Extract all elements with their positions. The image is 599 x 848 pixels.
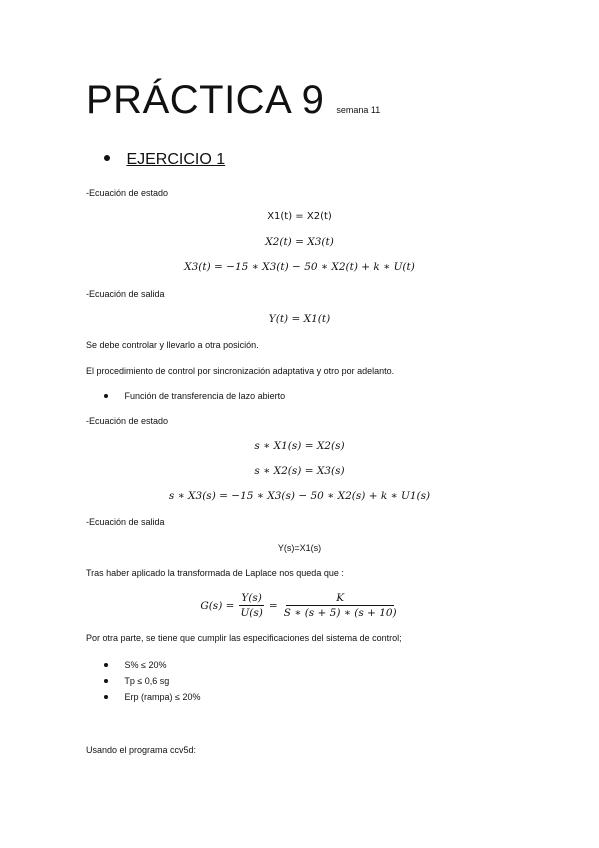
bullet-transfer-function — [104, 391, 285, 401]
state-equation-3: X3(t) = −15 ∗ X3(t) − 50 ∗ X2(t) + k ∗ U(t) — [184, 261, 415, 273]
spec-item-text: S% ≤ 20% — [124, 660, 167, 670]
transfer-function-equation — [0, 592, 599, 619]
state-equation-label: -Ecuación de estado — [86, 188, 169, 198]
tf-fraction-1 — [238, 592, 264, 619]
spec-item — [104, 676, 169, 686]
output-equation-label: -Ecuación de salida — [86, 289, 165, 299]
state-equation-label-laplace: -Ecuación de estado — [86, 416, 169, 426]
bullet-icon — [104, 663, 108, 667]
spec-item — [104, 660, 166, 670]
page-subtitle: semana 11 — [336, 105, 381, 115]
bullet-icon — [104, 679, 108, 683]
output-equation-label-laplace: -Ecuación de salida — [86, 517, 165, 527]
paragraph-control: Se debe controlar y llevarlo a otra posición. — [86, 340, 259, 350]
tf-lhs: G(s) = — [200, 599, 235, 612]
laplace-equation-2: s ∗ X2(s) = X3(s) — [254, 465, 345, 477]
state-equation-2: X2(t) = X3(t) — [265, 236, 334, 248]
laplace-equation-1: s ∗ X1(s) = X2(s) — [254, 440, 345, 452]
tf-denominator-1: U(s) — [240, 607, 263, 619]
laplace-equation-3: s ∗ X3(s) = −15 ∗ X3(s) − 50 ∗ X2(s) + k ∗ U1(s) — [168, 490, 431, 502]
tf-equals: = — [268, 599, 278, 612]
paragraph-procedure: El procedimiento de control por sincronización adaptativa y otro por adelanto. — [86, 366, 395, 376]
spec-item-text: Erp (rampa) ≤ 20% — [124, 692, 201, 702]
spec-item-text: Tp ≤ 0,6 sg — [124, 676, 170, 686]
bullet-icon — [104, 695, 108, 699]
bullet-transfer-text: Función de transferencia de lazo abierto — [124, 391, 286, 401]
tf-denominator-2: S ∗ (s + 5) ∗ (s + 10) — [283, 607, 397, 619]
title-row — [86, 78, 380, 123]
paragraph-program: Usando el programa ccv5d: — [86, 745, 197, 755]
paragraph-laplace: Tras haber aplicado la transformada de Laplace nos queda que : — [86, 568, 344, 578]
tf-numerator-1: Y(s) — [241, 592, 262, 604]
section-heading-text: EJERCICIO 1 — [126, 151, 226, 168]
spec-item — [104, 692, 200, 702]
output-equation-laplace: Y(s)=X1(s) — [277, 543, 322, 553]
section-heading — [104, 151, 225, 169]
bullet-icon — [104, 155, 110, 161]
tf-fraction-2 — [282, 592, 399, 619]
tf-numerator-2: K — [286, 592, 394, 606]
state-equation-1: X1(t) = X2(t) — [267, 211, 332, 222]
page-title: PRÁCTICA 9 — [86, 78, 325, 122]
bullet-icon — [104, 394, 108, 398]
output-equation-1: Y(t) = X1(t) — [268, 313, 331, 325]
paragraph-specs: Por otra parte, se tiene que cumplir las especificaciones del sistema de control; — [86, 633, 402, 643]
